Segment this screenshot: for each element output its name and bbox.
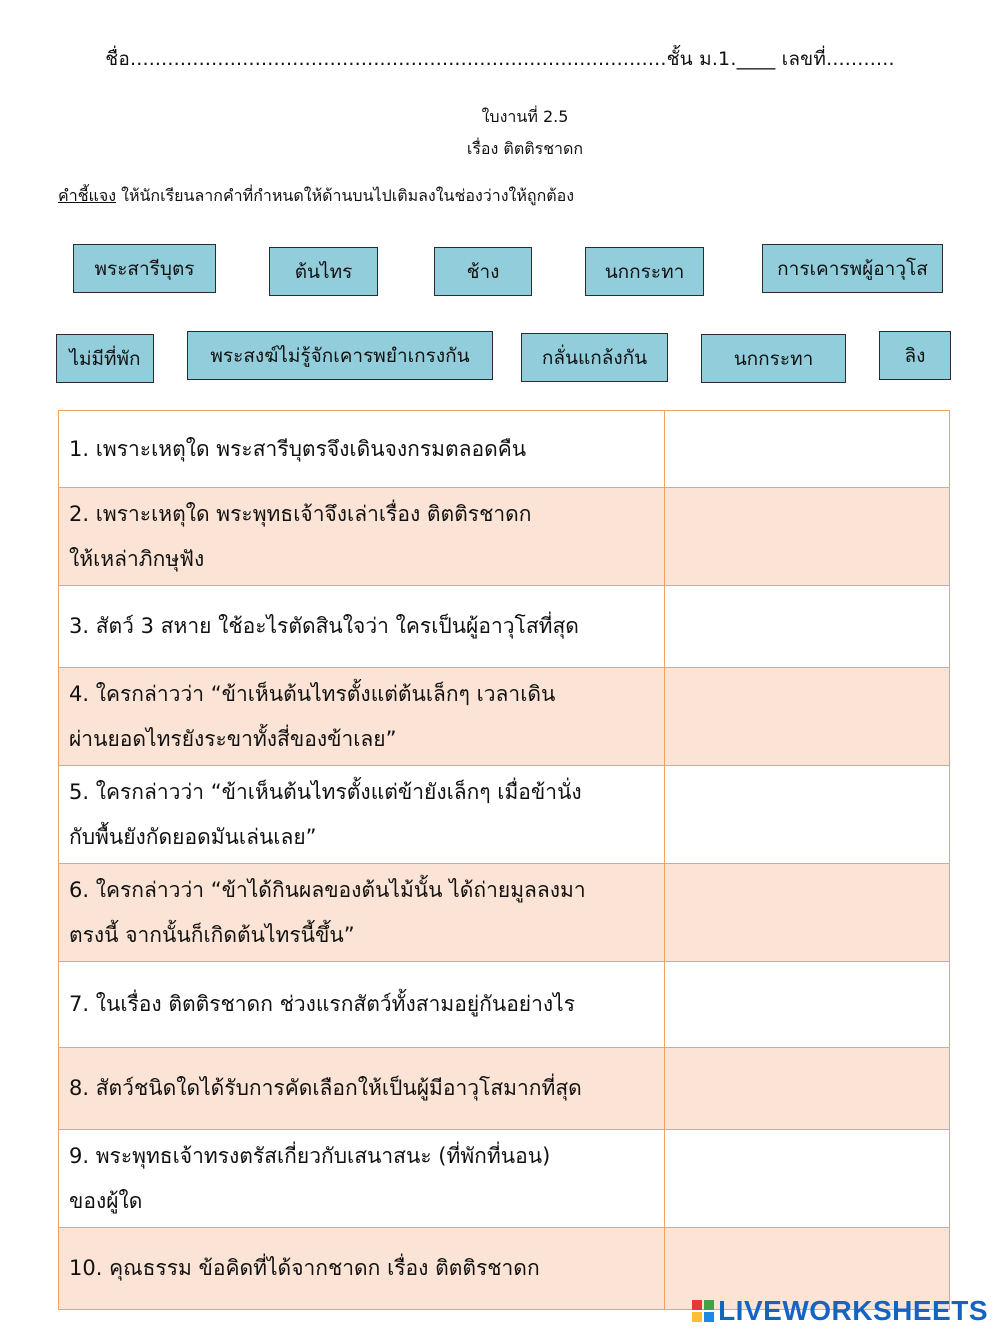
word-box-bully[interactable]: กลั่นแกล้งกัน (521, 333, 668, 382)
answer-drop-cell[interactable] (665, 488, 950, 586)
logo-square (704, 1312, 714, 1322)
question-cell (59, 488, 665, 586)
question-text: 5. ใครกล่าวว่า “ข้าเห็นต้นไทรตั้งแต่ข้ายังเล็กๆ เมื่อข้านั่ง (69, 779, 582, 804)
question-text: 9. พระพุทธเจ้าทรงตรัสเกี่ยวกับเสนาสนะ (ที่พักที่นอน) (69, 1143, 551, 1168)
question-text: 2. เพราะเหตุใด พระพุทธเจ้าจึงเล่าเรื่อง ติตติรชาดก (69, 501, 532, 526)
question-cell (59, 668, 665, 766)
word-box-partridge-1[interactable]: นกกระทา (585, 247, 704, 296)
question-cell (59, 1048, 665, 1130)
answer-drop-cell[interactable] (665, 586, 950, 668)
table-row (59, 962, 950, 1048)
question-text-cont: ของผู้ใด (69, 1188, 143, 1213)
question-text: 8. สัตว์ชนิดใดได้รับการคัดเลือกให้เป็นผู้มีอาวุโสมากที่สุด (69, 1076, 582, 1100)
question-cell (59, 586, 665, 668)
word-box-elephant[interactable]: ช้าง (434, 247, 532, 296)
answer-drop-cell[interactable] (665, 766, 950, 864)
question-text-cont: ตรงนี้ จากนั้นก็เกิดต้นไทรนี้ขึ้น” (69, 922, 355, 947)
answer-drop-cell[interactable] (665, 1048, 950, 1130)
instruction (58, 184, 574, 209)
question-cell (59, 864, 665, 962)
header-line: ชื่อ......................................................................................ชั้น ม.1.____ เลขที่........... (105, 48, 895, 70)
answer-drop-cell[interactable] (665, 1130, 950, 1228)
instruction-text: ให้นักเรียนลากคำที่กำหนดให้ด้านบนไปเติมลงในช่องว่างให้ถูกต้อง (116, 186, 575, 205)
question-cell (59, 766, 665, 864)
worksheet-subject: เรื่อง ติตติรชาดก (466, 139, 584, 158)
table-row (59, 586, 950, 668)
worksheet-title: ใบงานที่ 2.5 (481, 107, 569, 126)
question-text-cont: กับพื้นยังกัดยอดมันเล่นเลย” (69, 824, 317, 849)
question-text: 3. สัตว์ 3 สหาย ใช้อะไรตัดสินใจว่า ใครเป็นผู้อาวุโสที่สุด (69, 614, 579, 638)
word-box-monks-no-respect[interactable]: พระสงฆ์ไม่รู้จักเคารพยำเกรงกัน (187, 331, 493, 380)
question-cell (59, 411, 665, 488)
table-row (59, 488, 950, 586)
table-row (59, 864, 950, 962)
word-box-no-lodging[interactable]: ไม่มีที่พัก (56, 334, 154, 383)
liveworksheets-logo-icon (692, 1300, 714, 1322)
question-text: 1. เพราะเหตุใด พระสารีบุตรจึงเดินจงกรมตลอดคืน (69, 436, 527, 461)
logo-square (704, 1300, 714, 1310)
logo-square (692, 1300, 702, 1310)
word-box-banyan-tree[interactable]: ต้นไทร (269, 247, 378, 296)
liveworksheets-brand (692, 1295, 988, 1327)
answer-drop-cell[interactable] (665, 962, 950, 1048)
brand-text: LIVEWORKSHEETS (718, 1295, 988, 1326)
question-text: 6. ใครกล่าวว่า “ข้าได้กินผลของต้นไม้นั้น ได้ถ่ายมูลลงมา (69, 877, 586, 902)
instruction-label: คำชี้แจง (58, 186, 117, 205)
question-cell (59, 1228, 665, 1310)
answer-drop-cell[interactable] (665, 864, 950, 962)
word-box-respect-elders[interactable]: การเคารพผู้อาวุโส (762, 244, 943, 293)
question-text: 7. ในเรื่อง ติตติรชาดก ช่วงแรกสัตว์ทั้งสามอยู่กันอย่างไร (69, 992, 575, 1016)
word-box-partridge-2[interactable]: นกกระทา (701, 334, 846, 383)
word-box-monkey[interactable]: ลิง (879, 331, 951, 380)
question-cell (59, 1130, 665, 1228)
answer-drop-cell[interactable] (665, 668, 950, 766)
word-box-phra-sariputta[interactable]: พระสารีบุตร (73, 244, 216, 293)
question-text-cont: ให้เหล่าภิกษุฟัง (69, 546, 205, 571)
question-text: 10. คุณธรรม ข้อคิดที่ได้จากชาดก เรื่อง ติตติรชาดก (69, 1256, 540, 1280)
table-row (59, 411, 950, 488)
table-row (59, 766, 950, 864)
table-row (59, 1048, 950, 1130)
question-text: 4. ใครกล่าวว่า “ข้าเห็นต้นไทรตั้งแต่ต้นเล็กๆ เวลาเดิน (69, 681, 556, 706)
logo-square (692, 1312, 702, 1322)
table-row (59, 668, 950, 766)
table-row (59, 1130, 950, 1228)
questions-table (58, 410, 950, 1310)
question-text-cont: ผ่านยอดไทรยังระขาทั้งสี่ของข้าเลย” (69, 726, 397, 751)
question-cell (59, 962, 665, 1048)
answer-drop-cell[interactable] (665, 411, 950, 488)
